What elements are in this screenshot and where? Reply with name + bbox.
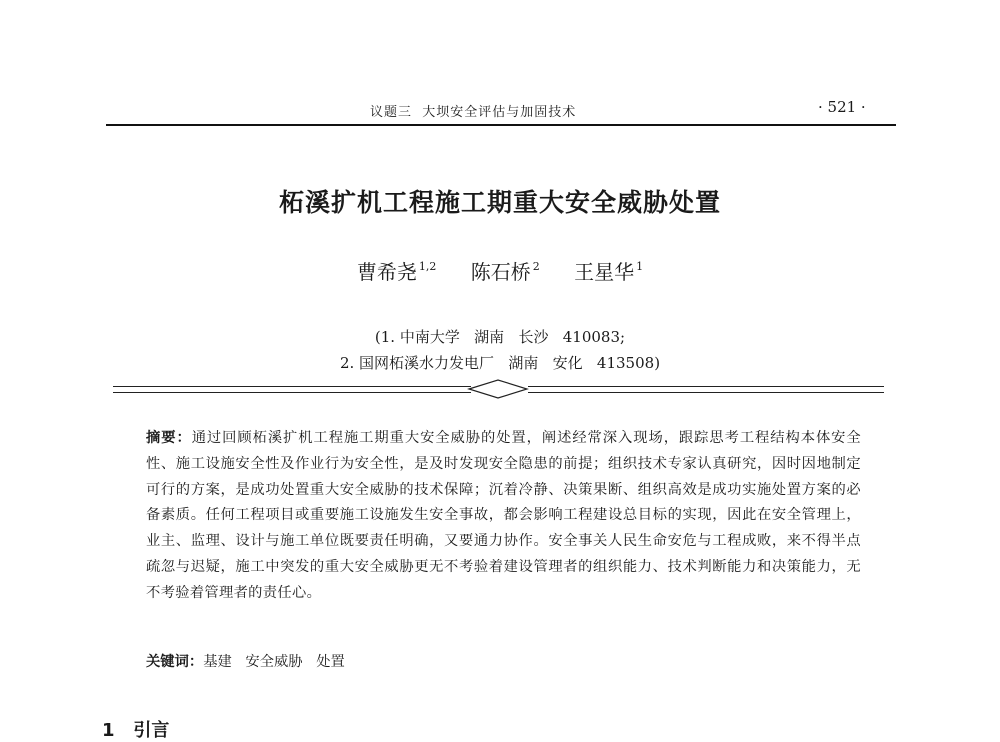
section-number: 1 [102, 720, 115, 741]
author [574, 256, 643, 285]
section-title: 引言 [133, 720, 170, 741]
affiliation-line: 2. 国网柘溪水力发电厂 湖南 安化 413508) [339, 354, 661, 372]
ornament-diamond-icon [467, 378, 529, 400]
author-list [0, 256, 1000, 285]
author-name: 曹希尧 [356, 260, 417, 284]
author-name: 王星华 [574, 260, 635, 284]
keywords [146, 651, 345, 671]
author-name: 陈石桥 [470, 260, 531, 284]
ornament-rule-right [528, 386, 884, 393]
abstract-label: 摘要： [146, 430, 192, 446]
header-rule [106, 124, 896, 126]
affiliation-line: (1. 中南大学 湖南 长沙 410083; [374, 328, 626, 346]
running-head: 议题三 大坝安全评估与加固技术 [370, 105, 577, 120]
paper-title: 柘溪扩机工程施工期重大安全威胁处置 [278, 188, 721, 217]
keywords-text: 基建 安全威胁 处置 [203, 654, 345, 670]
page-number: · 521 · [818, 98, 866, 116]
author-affiliation-mark: 1,2 [418, 260, 437, 273]
keywords-label: 关键词： [146, 654, 204, 670]
abstract [146, 426, 861, 607]
author [471, 256, 540, 285]
author-affiliation-mark: 2 [532, 260, 540, 273]
author-affiliation-mark: 1 [636, 260, 644, 273]
section-heading [102, 716, 169, 742]
abstract-text: 通过回顾柘溪扩机工程施工期重大安全威胁的处置，阐述经常深入现场，跟踪思考工程结构本体安全性、施工设施安全性及作业行为安全性，是及时发现安全隐患的前提；组织技术专家认真研究，因时因地制定可行的方案，是成功处置重大安全威胁的技术保障；沉着冷静、决策果断、组织高效是成功实施处置方案的必备素质。任何工程项目或重要施工设施发生安全事故，都会影响工程建设总目标的实现，因此在安全管理上，业主、监理、设计与施工单位既要责任明确，又要通力协作。安全事关人民生命安危与工程成败，来不得半点疏忽与迟疑，施工中突发的重大安全威胁更无不考验着建设管理者的组织能力、技术判断能力和决策能力，无不考验着管理者的责任心。 [146, 430, 861, 601]
author [357, 256, 437, 285]
ornament-rule-left [113, 386, 471, 393]
